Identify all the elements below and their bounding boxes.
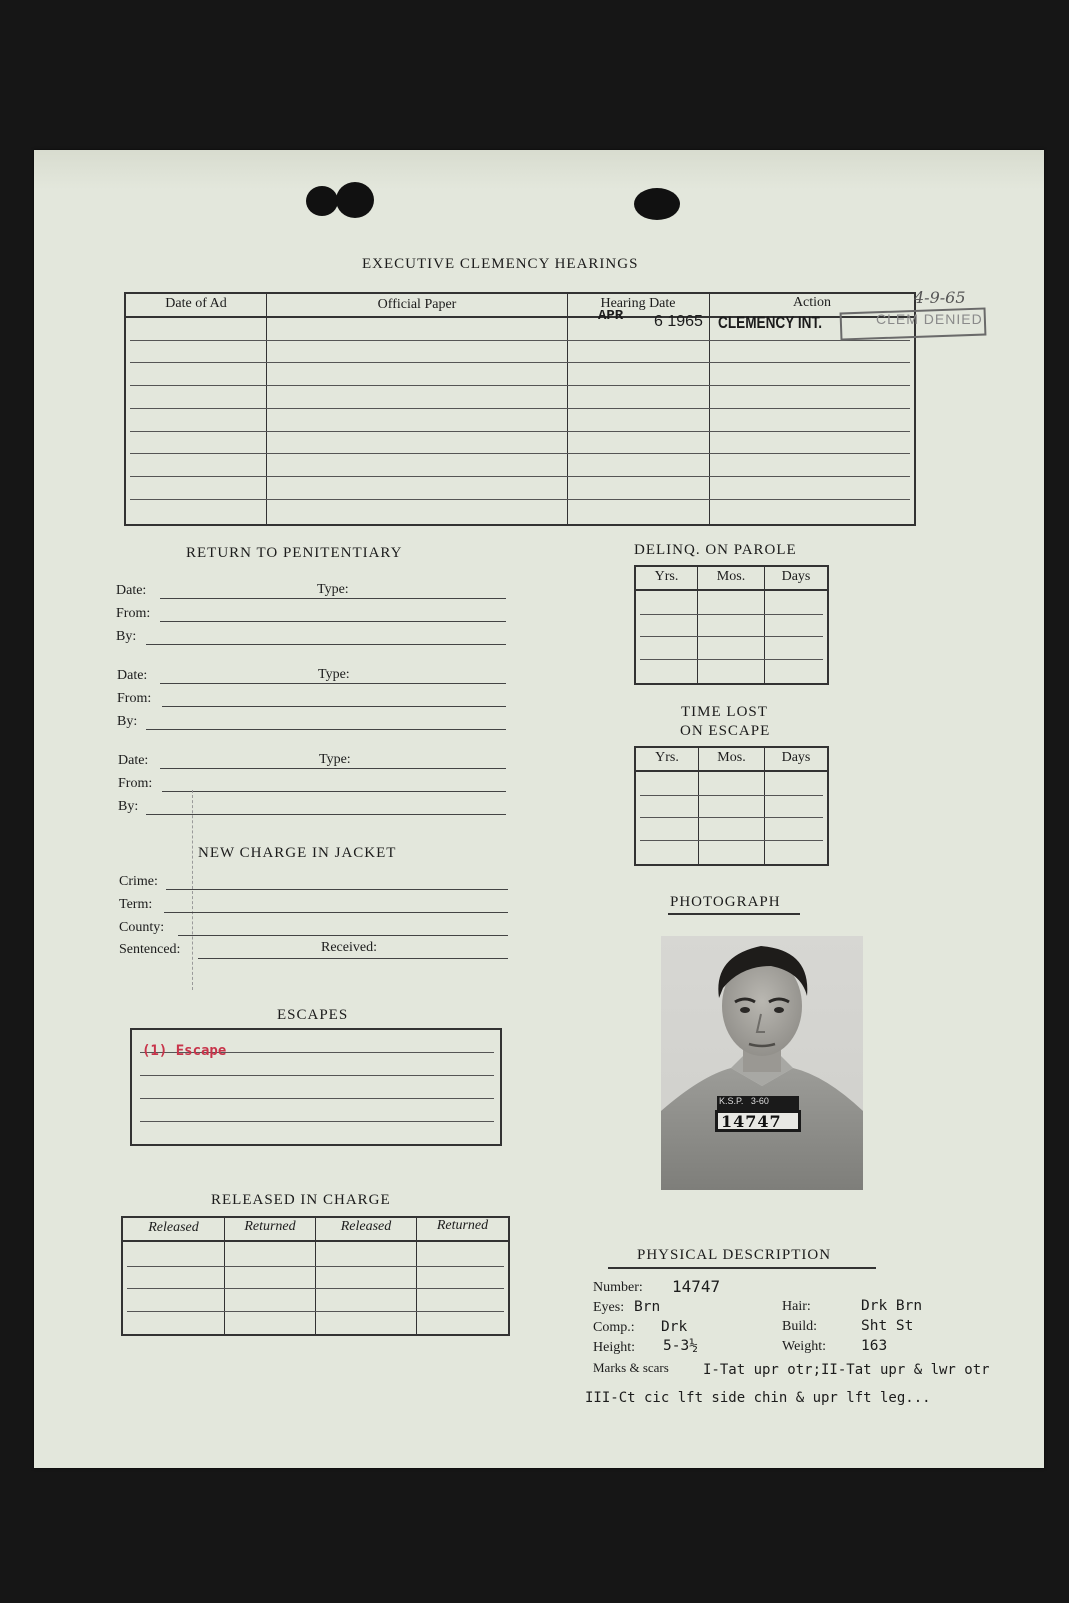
- portrait-image: [661, 936, 863, 1190]
- col-released-2: Released: [340, 1219, 392, 1234]
- time-lost-col-days: Days: [781, 750, 811, 765]
- placard-top: K.S.P. 3-60: [719, 1096, 769, 1106]
- time-lost-title-1: TIME LOST: [681, 704, 768, 720]
- hearing-day-year: 6 1965: [654, 313, 703, 330]
- delinq-col-mos: Mos.: [716, 569, 746, 584]
- hair-value: Drk Brn: [861, 1298, 923, 1314]
- return2-type-label: Type:: [318, 667, 350, 682]
- return3-type-label: Type:: [319, 752, 351, 767]
- height-label: Height:: [593, 1340, 635, 1355]
- crime-label: Crime:: [119, 874, 158, 889]
- weight-value: 163: [861, 1338, 888, 1354]
- released-title: RELEASED IN CHARGE: [211, 1192, 391, 1208]
- return1-from-label: From:: [116, 606, 151, 621]
- handwritten-date: 4-9-65: [914, 288, 966, 307]
- marks-line-2: III-Ct cic lft side chin & upr lft leg...: [585, 1390, 931, 1406]
- return1-by-label: By:: [116, 629, 137, 644]
- punch-hole-right: [634, 188, 680, 220]
- col-returned-1: Returned: [244, 1219, 296, 1234]
- record-card: [34, 150, 1044, 1468]
- col-returned-2: Returned: [436, 1218, 489, 1233]
- action-stamp: CLEMENCY INT.: [718, 313, 823, 332]
- return2-date-label: Date:: [117, 668, 148, 683]
- county-label: County:: [119, 920, 165, 935]
- hearing-month: APR: [598, 308, 624, 324]
- clemency-table: [124, 292, 916, 526]
- sentenced-label: Sentenced:: [119, 942, 181, 957]
- guide-line: [192, 790, 193, 990]
- delinq-title: DELINQ. ON PAROLE: [634, 542, 797, 558]
- photograph-title: PHOTOGRAPH: [670, 894, 781, 910]
- placard-number: 14747: [721, 1112, 782, 1131]
- build-label: Build:: [782, 1319, 818, 1334]
- col-hearing-date: Hearing Date: [600, 296, 676, 311]
- marks-label: Marks & scars: [593, 1360, 669, 1375]
- time-lost-col-mos: Mos.: [717, 750, 746, 765]
- return3-from-label: From:: [118, 776, 153, 791]
- return3-by-label: By:: [118, 799, 139, 814]
- time-lost-table: [634, 746, 829, 866]
- escapes-box: [130, 1028, 502, 1146]
- delinq-col-yrs: Yrs.: [654, 569, 679, 584]
- delinq-col-days: Days: [781, 569, 811, 584]
- punch-hole-left-2: [336, 182, 374, 218]
- time-lost-col-yrs: Yrs.: [655, 750, 679, 765]
- comp-label: Comp.:: [593, 1320, 635, 1335]
- released-table: [121, 1216, 510, 1336]
- escape-entry: (1) Escape: [142, 1043, 227, 1059]
- return2-by-label: By:: [117, 714, 138, 729]
- col-official-paper: Official Paper: [377, 297, 457, 312]
- physical-title: PHYSICAL DESCRIPTION: [637, 1247, 832, 1263]
- escapes-title: ESCAPES: [277, 1007, 349, 1023]
- return2-from-label: From:: [117, 691, 152, 706]
- time-lost-title-2: ON ESCAPE: [680, 723, 771, 739]
- col-action: Action: [792, 295, 832, 310]
- eyes-value: Brn: [634, 1299, 661, 1315]
- received-label: Received:: [321, 940, 377, 955]
- return3-date-label: Date:: [118, 753, 149, 768]
- punch-hole-left: [306, 186, 338, 216]
- delinq-table: [634, 565, 829, 685]
- hair-label: Hair:: [782, 1299, 811, 1314]
- marks-line-1: I-Tat upr otr;II-Tat upr & lwr otr: [703, 1362, 990, 1378]
- number-value: 14747: [672, 1277, 721, 1296]
- new-charge-title: NEW CHARGE IN JACKET: [198, 845, 397, 861]
- inmate-photograph: [661, 936, 863, 1190]
- eyes-label: Eyes:: [593, 1300, 625, 1315]
- number-label: Number:: [593, 1280, 643, 1295]
- return-title: RETURN TO PENITENTIARY: [186, 545, 403, 561]
- clemency-title: EXECUTIVE CLEMENCY HEARINGS: [362, 256, 639, 272]
- comp-value: Drk: [661, 1319, 688, 1335]
- weight-label: Weight:: [782, 1339, 826, 1354]
- col-date-of-ad: Date of Ad: [165, 296, 227, 311]
- term-label: Term:: [119, 897, 153, 912]
- col-released-1: Released: [148, 1220, 199, 1235]
- denied-stamp: CLEM DENIED: [876, 311, 983, 327]
- height-value: 5-3½: [663, 1338, 698, 1354]
- return1-type-label: Type:: [317, 582, 349, 597]
- return1-date-label: Date:: [116, 583, 147, 598]
- build-value: Sht St: [861, 1318, 914, 1334]
